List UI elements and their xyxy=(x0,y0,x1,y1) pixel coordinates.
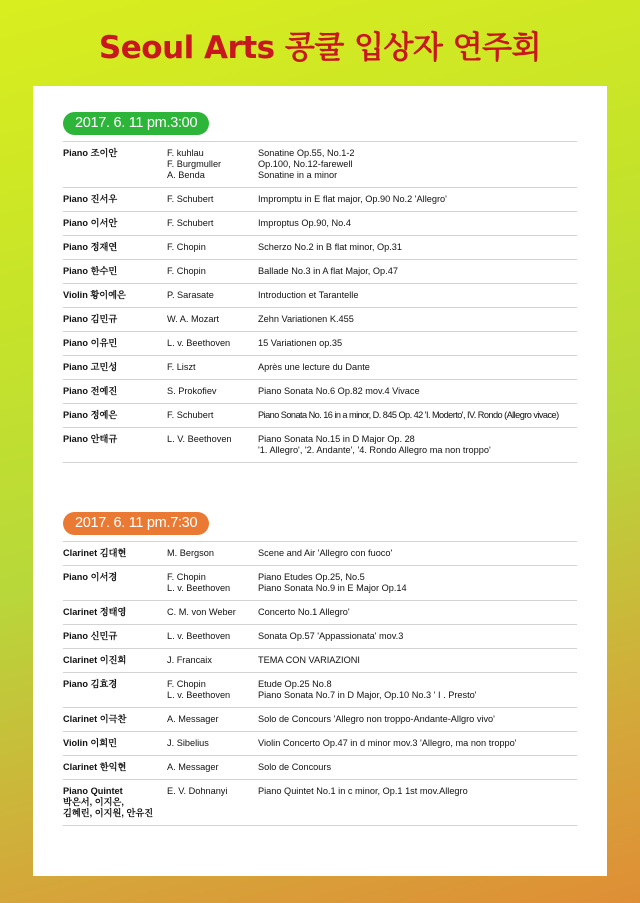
performer-name-cell xyxy=(63,786,167,819)
performer-name: Clarinet 김대현 xyxy=(63,548,127,558)
composer-name: F. Burgmuller xyxy=(167,159,222,169)
work-title: Piano Etudes Op.25, No.5 xyxy=(258,572,365,582)
program-row xyxy=(63,403,577,427)
work-title-cell xyxy=(258,655,577,666)
composer-name: C. M. von Weber xyxy=(167,607,236,617)
performer-name-cell xyxy=(63,386,167,397)
composer-name: J. Sibelius xyxy=(167,738,209,748)
program-row xyxy=(63,427,577,463)
work-title: Piano Sonata No.9 in E Major Op.14 xyxy=(258,583,407,593)
program-row xyxy=(63,307,577,331)
composer-name-cell xyxy=(167,548,258,559)
performer-name: Clarinet 정태영 xyxy=(63,607,127,617)
program-row xyxy=(63,283,577,307)
performer-name: Violin 이희민 xyxy=(63,738,118,748)
work-title: Sonatine Op.55, No.1-2 xyxy=(258,148,355,158)
work-title: Op.100, No.12-farewell xyxy=(258,159,353,169)
composer-name-cell xyxy=(167,762,258,773)
work-title-cell xyxy=(258,434,577,456)
composer-name: F. Schubert xyxy=(167,194,214,204)
work-title-cell xyxy=(258,266,577,277)
program-row xyxy=(63,707,577,731)
work-title: Piano Quintet No.1 in c minor, Op.1 1st mov.Allegro xyxy=(258,786,468,796)
composer-name: A. Messager xyxy=(167,714,219,724)
work-title: Sonata Op.57 'Appassionata' mov.3 xyxy=(258,631,404,641)
composer-name: A. Benda xyxy=(167,170,205,180)
composer-name-cell xyxy=(167,572,258,594)
work-title: Sonatine in a minor xyxy=(258,170,338,180)
performer-name: Piano 신민규 xyxy=(63,631,118,641)
composer-name: L. v. Beethoven xyxy=(167,631,231,641)
performer-name-cell xyxy=(63,148,167,181)
composer-name-cell xyxy=(167,738,258,749)
composer-name: S. Prokofiev xyxy=(167,386,217,396)
performer-name: Piano 진서우 xyxy=(63,194,118,204)
performer-name: Piano 이유민 xyxy=(63,338,118,348)
work-title-cell xyxy=(258,338,577,349)
performer-name: Piano Quintet xyxy=(63,786,123,796)
performer-name: Clarinet 한익현 xyxy=(63,762,127,772)
performer-name: 박은서, 이지은, xyxy=(63,797,124,807)
program-row xyxy=(63,648,577,672)
performer-name: Piano 이서안 xyxy=(63,218,118,228)
performer-name: Piano 안태규 xyxy=(63,434,118,444)
program-row xyxy=(63,672,577,707)
work-title: TEMA CON VARIAZIONI xyxy=(258,655,360,665)
composer-name-cell xyxy=(167,410,258,421)
composer-name-cell xyxy=(167,218,258,229)
composer-name-cell xyxy=(167,362,258,373)
composer-name: F. Chopin xyxy=(167,242,206,252)
composer-name: J. Francaix xyxy=(167,655,212,665)
work-title: Piano Sonata No.15 in D Major Op. 28 xyxy=(258,434,415,444)
composer-name: M. Bergson xyxy=(167,548,214,558)
work-title: Impromptu in E flat major, Op.90 No.2 'Allegro' xyxy=(258,194,447,204)
composer-name-cell xyxy=(167,679,258,701)
performer-name-cell xyxy=(63,607,167,618)
work-title: Solo de Concours 'Allegro non troppo-Andante-Allgro vivo' xyxy=(258,714,495,724)
performer-name-cell xyxy=(63,762,167,773)
composer-name-cell xyxy=(167,386,258,397)
program-card xyxy=(33,86,607,876)
work-title-cell xyxy=(258,738,577,749)
program-row xyxy=(63,541,577,565)
performer-name: 김혜린, 이지원, 안유진 xyxy=(63,808,154,818)
work-title: Ballade No.3 in A flat Major, Op.47 xyxy=(258,266,398,276)
work-title-cell xyxy=(258,410,577,421)
composer-name-cell xyxy=(167,194,258,205)
work-title: Scene and Air 'Allegro con fuoco' xyxy=(258,548,393,558)
performer-name: Piano 김효경 xyxy=(63,679,118,689)
composer-name-cell xyxy=(167,290,258,301)
composer-name: F. Schubert xyxy=(167,410,214,420)
work-title-cell xyxy=(258,218,577,229)
program-list xyxy=(63,141,577,463)
composer-name-cell xyxy=(167,242,258,253)
work-title-cell xyxy=(258,386,577,397)
performer-name-cell xyxy=(63,714,167,725)
work-title: Etude Op.25 No.8 xyxy=(258,679,332,689)
program-row xyxy=(63,779,577,826)
composer-name-cell xyxy=(167,655,258,666)
composer-name-cell xyxy=(167,266,258,277)
performer-name-cell xyxy=(63,631,167,642)
work-title-cell xyxy=(258,631,577,642)
work-title-cell xyxy=(258,762,577,773)
program-row xyxy=(63,624,577,648)
work-title: Zehn Variationen K.455 xyxy=(258,314,354,324)
program-row xyxy=(63,235,577,259)
composer-name-cell xyxy=(167,714,258,725)
performer-name: Clarinet 이진희 xyxy=(63,655,127,665)
program-row xyxy=(63,211,577,235)
program-row xyxy=(63,600,577,624)
program-row xyxy=(63,379,577,403)
page-title: Seoul Arts 콩쿨 입상자 연주회 xyxy=(98,30,542,66)
performer-name-cell xyxy=(63,572,167,594)
composer-name: F. Chopin xyxy=(167,572,206,582)
composer-name-cell xyxy=(167,786,258,819)
work-title: Piano Sonata No. 16 in a minor, D. 845 Op. 42 'I. Moderto', IV. Rondo (Allegro vivace) xyxy=(258,410,559,420)
composer-name: F. Chopin xyxy=(167,679,206,689)
performer-name: Piano 전예진 xyxy=(63,386,118,396)
work-title: Violin Concerto Op.47 in d minor mov.3 'Allegro, ma non troppo' xyxy=(258,738,517,748)
work-title-cell xyxy=(258,572,577,594)
performer-name-cell xyxy=(63,242,167,253)
composer-name: L. v. Beethoven xyxy=(167,338,231,348)
composer-name: P. Sarasate xyxy=(167,290,214,300)
composer-name: L. V. Beethoven xyxy=(167,434,232,444)
composer-name: F. Chopin xyxy=(167,266,206,276)
work-title: '1. Allegro', '2. Andante', '4. Rondo Allegro ma non troppo' xyxy=(258,445,491,455)
session-time-badge: 2017. 6. 11 pm.3:00 xyxy=(63,112,209,135)
work-title-cell xyxy=(258,714,577,725)
work-title-cell xyxy=(258,362,577,373)
program-row xyxy=(63,355,577,379)
composer-name: W. A. Mozart xyxy=(167,314,220,324)
work-title-cell xyxy=(258,242,577,253)
performer-name-cell xyxy=(63,679,167,701)
performer-name-cell xyxy=(63,655,167,666)
work-title: Piano Sonata No.7 in D Major, Op.10 No.3 ' I . Presto' xyxy=(258,690,477,700)
composer-name: L. v. Beethoven xyxy=(167,583,231,593)
session-time-badge: 2017. 6. 11 pm.7:30 xyxy=(63,512,209,535)
work-title: Scherzo No.2 in B flat minor, Op.31 xyxy=(258,242,403,252)
composer-name-cell xyxy=(167,148,258,181)
performer-name-cell xyxy=(63,218,167,229)
composer-name: E. V. Dohnanyi xyxy=(167,786,228,796)
composer-name: F. Schubert xyxy=(167,218,214,228)
performer-name-cell xyxy=(63,194,167,205)
composer-name-cell xyxy=(167,434,258,456)
composer-name-cell xyxy=(167,631,258,642)
performer-name: Violin 황이예은 xyxy=(63,290,126,300)
composer-name-cell xyxy=(167,314,258,325)
composer-name-cell xyxy=(167,607,258,618)
work-title: Concerto No.1 Allegro' xyxy=(258,607,350,617)
work-title-cell xyxy=(258,194,577,205)
performer-name-cell xyxy=(63,290,167,301)
work-title-cell xyxy=(258,548,577,559)
performer-name: Piano 이서경 xyxy=(63,572,118,582)
performer-name: Piano 한수민 xyxy=(63,266,118,276)
composer-name: F. kuhlau xyxy=(167,148,204,158)
performer-name: Piano 정재연 xyxy=(63,242,118,252)
program-row xyxy=(63,731,577,755)
program-row xyxy=(63,187,577,211)
performer-name: Piano 고민성 xyxy=(63,362,118,372)
work-title: Improptus Op.90, No.4 xyxy=(258,218,351,228)
program-row xyxy=(63,331,577,355)
performer-name: Piano 정예은 xyxy=(63,410,118,420)
performer-name: Piano 김민규 xyxy=(63,314,118,324)
composer-name: F. Liszt xyxy=(167,362,196,372)
program-row xyxy=(63,259,577,283)
work-title-cell xyxy=(258,314,577,325)
composer-name-cell xyxy=(167,338,258,349)
program-row xyxy=(63,565,577,600)
program-list xyxy=(63,541,577,826)
afternoon-session xyxy=(63,112,577,463)
work-title: 15 Variationen op.35 xyxy=(258,338,343,348)
performer-name: Clarinet 이극찬 xyxy=(63,714,127,724)
performer-name: Piano 조이안 xyxy=(63,148,118,158)
work-title-cell xyxy=(258,607,577,618)
performer-name-cell xyxy=(63,410,167,421)
performer-name-cell xyxy=(63,548,167,559)
performer-name-cell xyxy=(63,338,167,349)
work-title: Introduction et Tarantelle xyxy=(258,290,359,300)
work-title: Solo de Concours xyxy=(258,762,332,772)
performer-name-cell xyxy=(63,266,167,277)
evening-session xyxy=(63,512,577,826)
composer-name: A. Messager xyxy=(167,762,219,772)
work-title: Piano Sonata No.6 Op.82 mov.4 Vivace xyxy=(258,386,420,396)
work-title-cell xyxy=(258,290,577,301)
performer-name-cell xyxy=(63,314,167,325)
program-row xyxy=(63,755,577,779)
work-title: Après une lecture du Dante xyxy=(258,362,370,372)
performer-name-cell xyxy=(63,362,167,373)
program-row xyxy=(63,141,577,187)
work-title-cell xyxy=(258,786,577,819)
performer-name-cell xyxy=(63,434,167,456)
performer-name-cell xyxy=(63,738,167,749)
composer-name: L. v. Beethoven xyxy=(167,690,231,700)
work-title-cell xyxy=(258,679,577,701)
work-title-cell xyxy=(258,148,577,181)
